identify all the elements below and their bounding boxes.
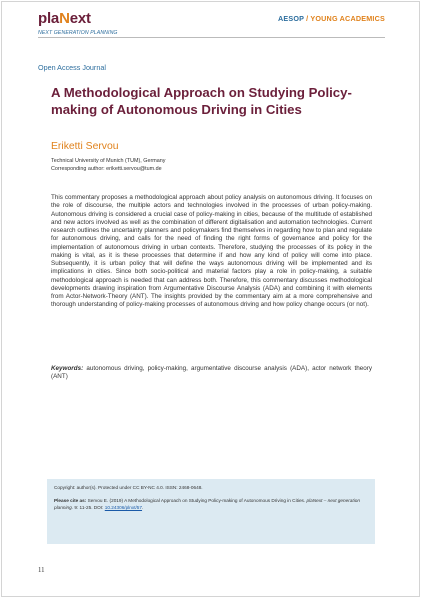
cite-text-1: Servou E. (2019) A Methodological Approach on Studying Policy-making of Autonomous Driving in Cities. <box>87 497 306 503</box>
keywords-list: autonomous driving, policy-making, argumentative discourse analysis (ADA), actor network theory (ANT) <box>51 365 372 381</box>
doi-link[interactable]: 10.24306/plnxt/57 <box>104 504 143 510</box>
org-section: YOUNG ACADEMICS <box>310 14 385 23</box>
author-affiliation-block <box>51 157 165 174</box>
header-divider <box>38 37 385 38</box>
org-separator: / <box>306 14 309 23</box>
author-name: Eriketti Servou <box>51 141 119 152</box>
abstract-text: This commentary proposes a methodological approach about policy analysis on autonomous driving. It focuses on the role of discourse, the multiple actors and technologies involved in the processes of urban policy-making. Autonomous driving is considered a crucial case of policy-making in cities, because of the multitude of established and new actors involved as well as the combination of different digitalisation and automation technologies. Current research outlines the uncertainty planners and policymakers find themselves in regarding how to plan and regulate for autonomous driving, and calls for the need of finding the right forms of governance and policy for the implementation of autonomous driving in urban contexts. Therefore, studying the processes of its policy in the making is vital, as it is these processes that determine if and how any kind of policy will come into place. Subsequently, it is urban policy that will define the ways autonomous driving will be implemented and its implications in cities. Since both socio-political and material factors play a role in policy-making, a suitable methodological approach is needed that can address both. Therefore, this commentary discusses methodological developments drawing inspiration from Argumentative Discourse Analysis (ADA) and combining it with elements from Actor-Network-Theory (ANT). The insights provided by the commentary aim at a more comprehensive and thorough understanding of policy-making processes of autonomous driving and how policy change occurs (or not). <box>51 194 372 309</box>
copyright-notice: Copyright: author(s). Protected under CC BY-NC 4.0. ISSN: 2468-0648. <box>54 485 203 490</box>
citation <box>54 498 368 512</box>
logo-accent-letter: N <box>59 10 70 27</box>
cite-end: . <box>142 504 144 510</box>
keywords-paragraph <box>51 365 372 381</box>
journal-tagline: NEXT GENERATION PLANNING <box>38 30 118 36</box>
article-title: A Methodological Approach on Studying Policy-making of Autonomous Driving in Cities <box>51 85 352 117</box>
keywords-label: Keywords: <box>51 365 84 372</box>
org-name: AESOP <box>278 14 305 23</box>
cite-text-2: 9: 11-25. DOI: <box>74 504 104 510</box>
cite-journal: plaNext – next generation planning. <box>54 497 360 510</box>
affiliation: Technical University of Munich (TUM), Germany <box>51 158 166 164</box>
logo-end-text: ext <box>69 10 91 27</box>
open-access-label: Open Access Journal <box>38 63 106 72</box>
journal-logo[interactable] <box>38 10 91 27</box>
cite-label: Please cite as: <box>54 497 87 503</box>
page-number: 11 <box>38 567 45 574</box>
logo-main-text: pla <box>38 10 60 27</box>
organization-label <box>278 14 385 23</box>
citation-info-box <box>47 479 375 544</box>
corresponding-author: Corresponding author: eriketti.servou@tum.de <box>51 166 162 173</box>
